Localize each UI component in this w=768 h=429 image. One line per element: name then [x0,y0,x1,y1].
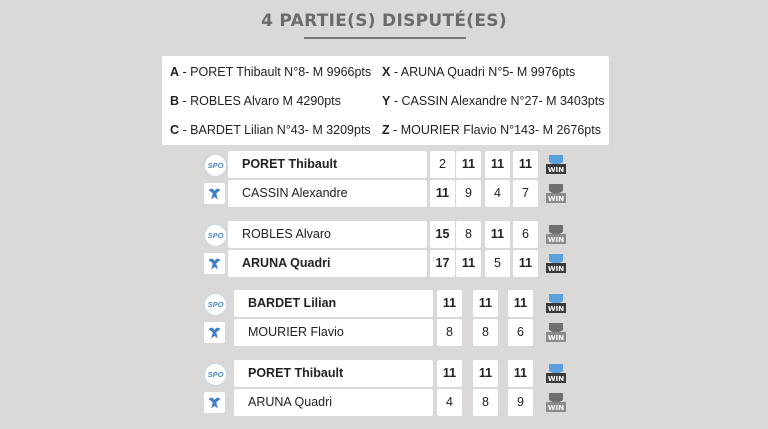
set-score: 11 [473,360,498,387]
set-score: 11 [513,151,538,178]
win-label: WIN [547,236,565,244]
title-underline [304,37,466,39]
bird-club-logo [204,183,225,204]
match-row [0,319,768,346]
set-score: 4 [485,180,510,207]
win-badge-active [545,153,567,177]
bird-club-logo [204,392,225,413]
match-row [0,290,768,317]
win-badge-active [545,252,567,276]
set-score: 7 [513,180,538,207]
bird-club-logo [204,322,225,343]
spo-club-logo: SPO [204,154,227,177]
set-score: 15 [430,221,455,248]
set-score: 8 [437,319,462,346]
set-score: 11 [513,250,538,277]
set-score: 8 [473,389,498,416]
set-score: 11 [437,290,462,317]
player-name: PORET Thibault [234,360,433,387]
roster-entry-y: Y - CASSIN Alexandre N°27- M 3403pts [382,94,605,108]
roster-entry-a: A - PORET Thibault N°8- M 9966pts [170,65,372,79]
win-label: WIN [547,404,565,412]
roster-entry-x: X - ARUNA Quadri N°5- M 9976pts [382,65,576,79]
set-score: 11 [508,290,533,317]
set-score: 4 [437,389,462,416]
set-score: 11 [456,250,481,277]
win-label: WIN [547,334,565,342]
set-score: 6 [513,221,538,248]
page-title: 4 PARTIE(S) DISPUTÉ(ES) [261,11,507,31]
player-name: ROBLES Alvaro [228,221,427,248]
win-badge-inactive [545,182,567,206]
set-score: 8 [456,221,481,248]
match-row [0,360,768,387]
match-row [0,389,768,416]
set-score: 11 [473,290,498,317]
set-score: 8 [473,319,498,346]
player-name: ARUNA Quadri [234,389,433,416]
set-score: 11 [485,151,510,178]
win-label: WIN [547,195,565,203]
player-name: CASSIN Alexandre [228,180,427,207]
set-score: 11 [485,221,510,248]
roster-entry-b: B - ROBLES Alvaro M 4290pts [170,94,341,108]
win-label: WIN [547,305,565,313]
set-score: 11 [437,360,462,387]
spo-club-logo: SPO [204,363,227,386]
match-row [0,151,768,178]
win-label: WIN [547,265,565,273]
players-roster [162,56,609,145]
match-row [0,250,768,277]
set-score: 6 [508,319,533,346]
match-row [0,221,768,248]
player-name: MOURIER Flavio [234,319,433,346]
set-score: 11 [430,180,455,207]
roster-entry-c: C - BARDET Lilian N°43- M 3209pts [170,123,371,137]
set-score: 9 [508,389,533,416]
set-score: 11 [508,360,533,387]
player-name: BARDET Lilian [234,290,433,317]
spo-club-logo: SPO [204,224,227,247]
win-label: WIN [547,166,565,174]
player-name: PORET Thibault [228,151,427,178]
spo-club-logo: SPO [204,293,227,316]
win-badge-active [545,292,567,316]
win-label: WIN [547,375,565,383]
win-badge-inactive [545,321,567,345]
win-badge-inactive [545,391,567,415]
set-score: 11 [456,151,481,178]
match-row [0,180,768,207]
roster-entry-z: Z - MOURIER Flavio N°143- M 2676pts [382,123,601,137]
win-badge-active [545,362,567,386]
set-score: 5 [485,250,510,277]
win-badge-inactive [545,223,567,247]
set-score: 17 [430,250,455,277]
player-name: ARUNA Quadri [228,250,427,277]
bird-club-logo [204,253,225,274]
set-score: 9 [456,180,481,207]
set-score: 2 [430,151,455,178]
